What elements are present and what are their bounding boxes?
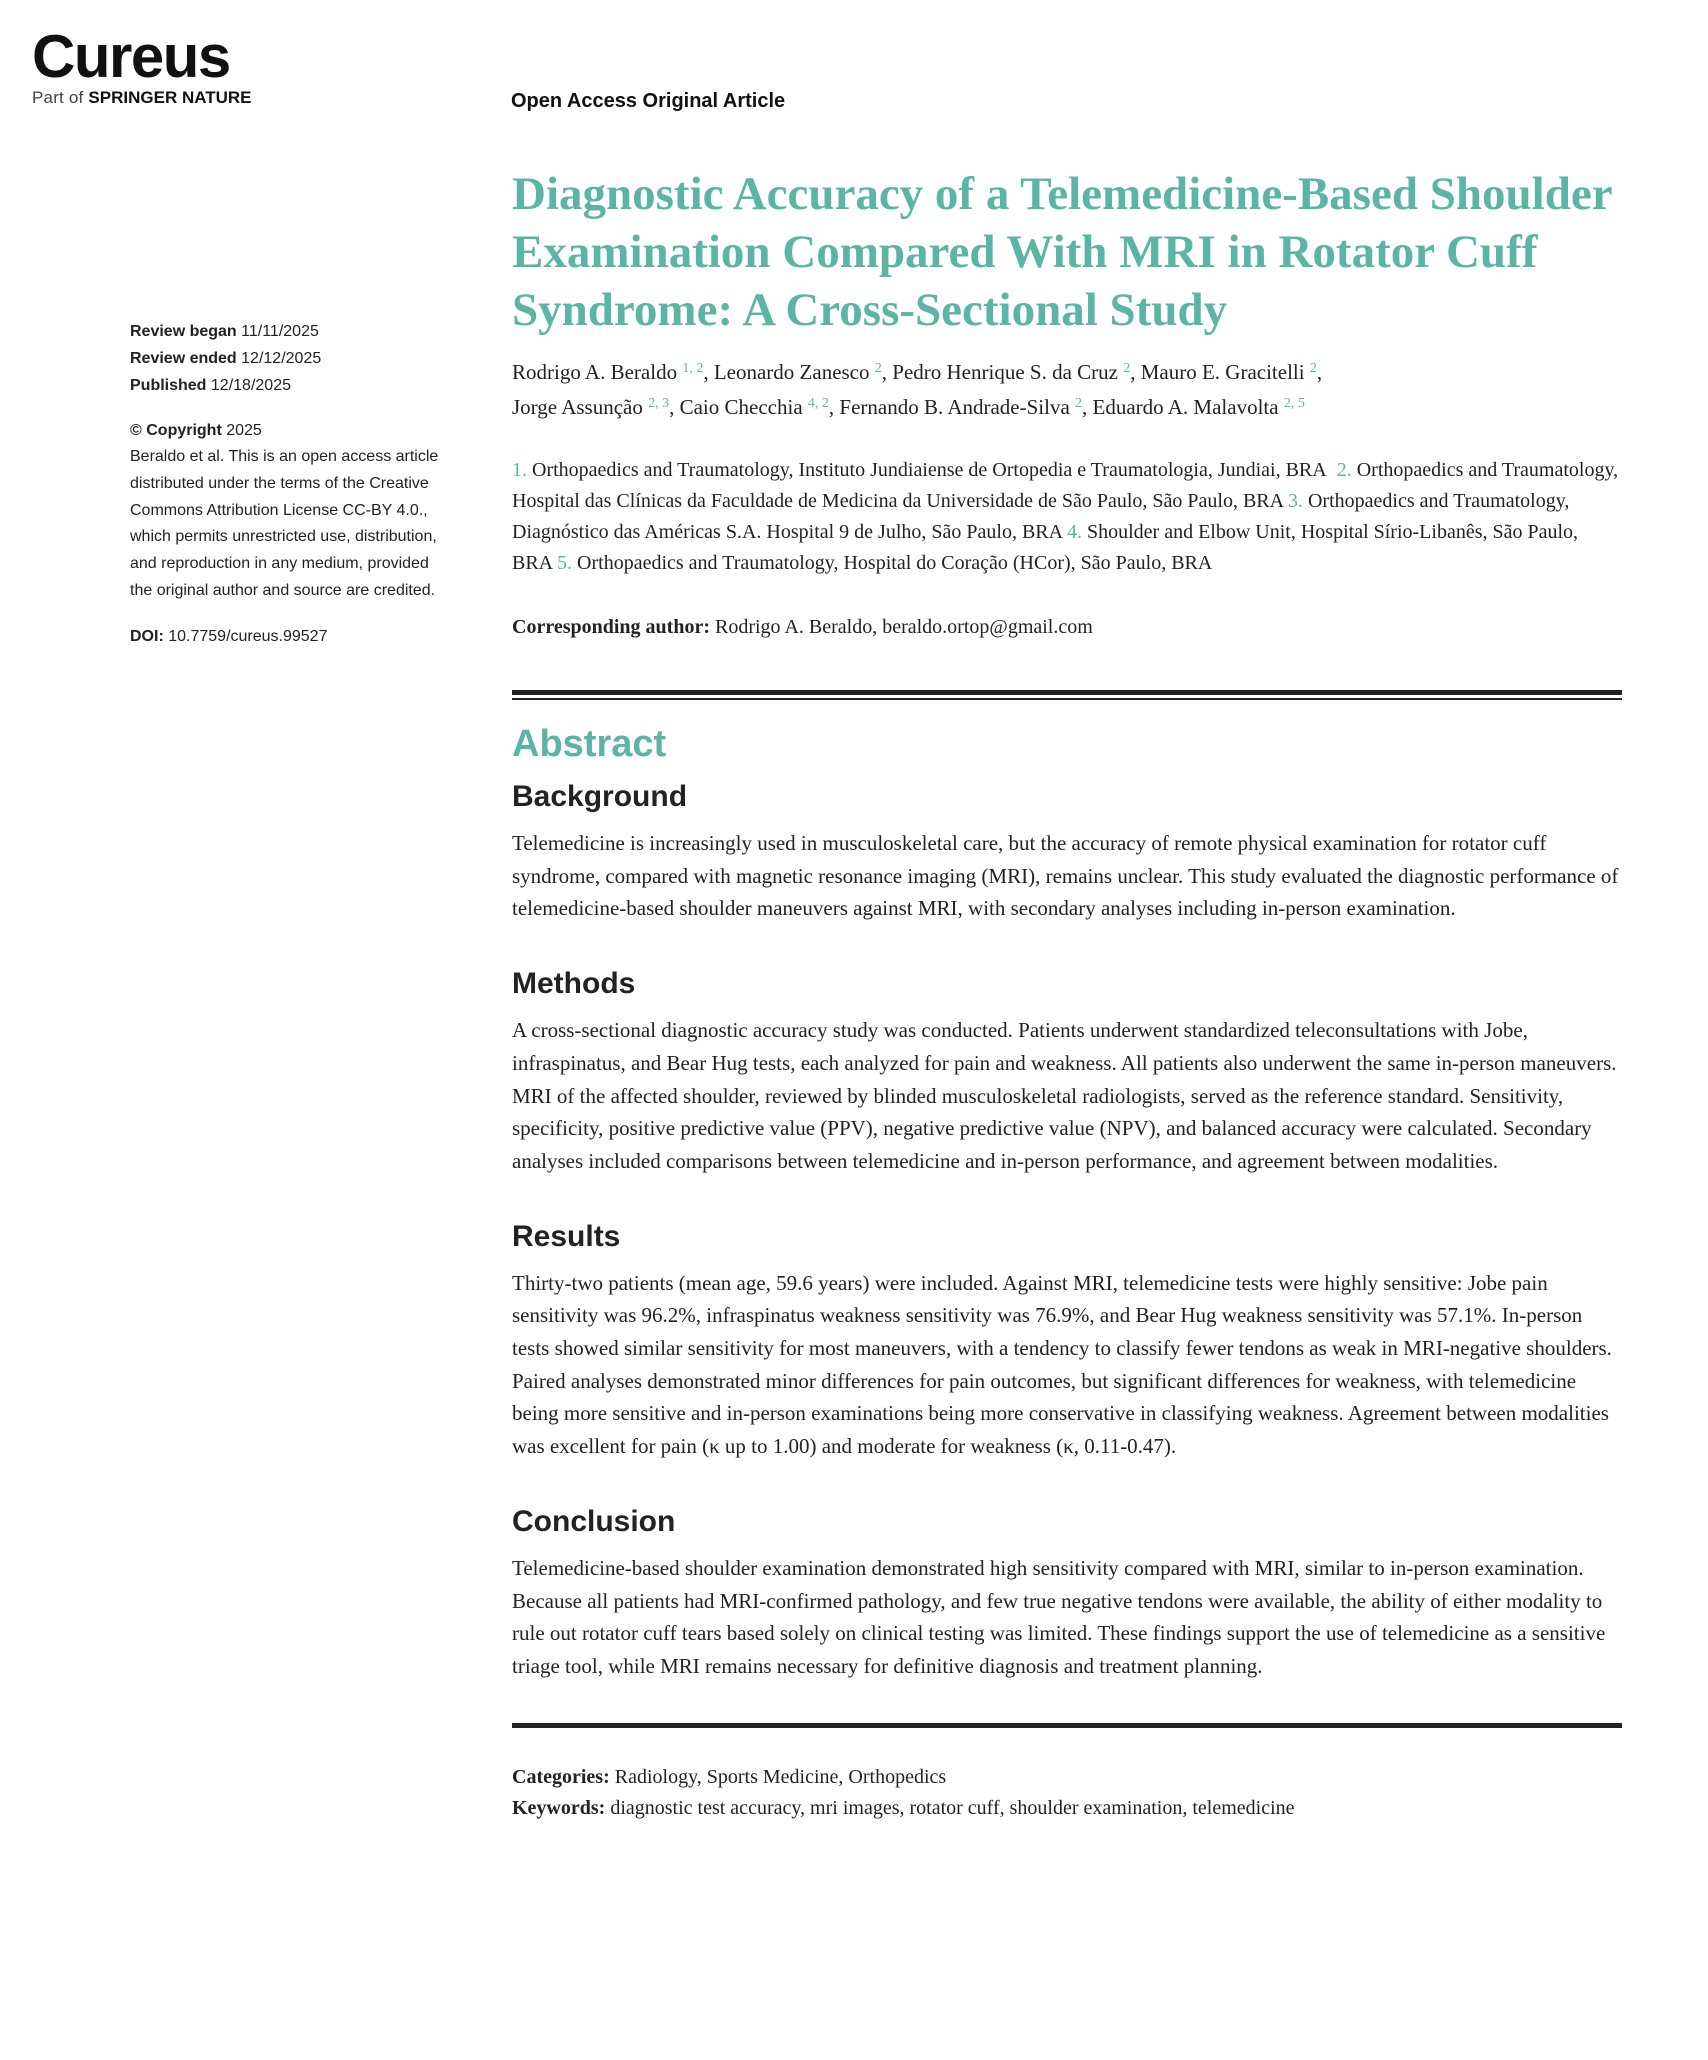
- article-meta: [512, 1762, 1622, 1824]
- author-affiliation[interactable]: 2: [1123, 361, 1131, 376]
- author-name[interactable]: Mauro E. Gracitelli: [1140, 360, 1305, 384]
- keywords-list[interactable]: diagnostic test accuracy, mri images, rotator cuff, shoulder examination, telemedicine: [610, 1796, 1295, 1819]
- methods-text: A cross-sectional diagnostic accuracy study was conducted. Patients underwent standardized teleconsultations with Jobe, infraspinatus, and Bear Hug tests, each analyzed for pain and weakness. All patients also underwent the same in-person maneuvers. MRI of the affected shoulder, reviewed by blinded musculoskeletal radiologists, served as the reference standard. Sensitivity, specificity, positive predictive value (PPV), negative predictive value (NPV), and balanced accuracy were calculated. Secondary analyses included comparisons between telemedicine and in-person performance, and agreement between modalities.: [512, 1018, 1617, 1173]
- affiliation-text: Shoulder and Elbow Unit, Hospital Sírio-Libanês, São Paulo, BRA: [512, 521, 1579, 574]
- article-main: [512, 165, 1622, 1824]
- author-affiliation[interactable]: 2: [1075, 396, 1083, 411]
- meta-divider: [512, 1723, 1622, 1728]
- review-ended-label: Review ended: [130, 350, 237, 367]
- corresponding-author-text[interactable]: Rodrigo A. Beraldo, beraldo.ortop@gmail.com: [715, 616, 1093, 638]
- categories-list[interactable]: Radiology, Sports Medicine, Orthopedics: [614, 1765, 947, 1788]
- review-began: [130, 318, 475, 345]
- author-name[interactable]: Eduardo A. Malavolta: [1092, 395, 1279, 419]
- author-affiliation[interactable]: 2, 5: [1283, 396, 1305, 411]
- categories: [512, 1762, 1622, 1793]
- license-line: which permits unrestricted use, distribution,: [130, 528, 437, 546]
- affiliation-number: 2.: [1336, 459, 1352, 481]
- license-line: distributed under the terms of the Creative: [130, 474, 429, 492]
- affiliation-number: 5.: [557, 552, 573, 574]
- abstract-title: Abstract: [512, 723, 667, 765]
- published-date: 12/18/2025: [210, 377, 291, 394]
- conclusion-text: Telemedicine-based shoulder examination demonstrated high sensitivity compared with MRI, similar to in-person examination. Because all patients had MRI-confirmed pathology, and few true negative tendons were available, the ability of either modality to rule out rotator cuff tears based solely on clinical testing was limited. These findings support the use of telemedicine as a sensitive triage tool, while MRI remains necessary for definitive diagnosis and treatment planning.: [512, 1555, 1606, 1678]
- affiliation-text: Orthopaedics and Traumatology, Hospital das Clínicas da Faculdade de Medicina da Universidade de São Paulo, São Paulo, BRA: [512, 459, 1619, 512]
- affiliation-list: [512, 455, 1622, 579]
- cureus-logo[interactable]: [32, 23, 252, 108]
- doi-label: DOI:: [130, 627, 164, 645]
- doi: [130, 623, 475, 650]
- conclusion-heading: Conclusion: [512, 1504, 676, 1538]
- doi-link[interactable]: 10.7759/cureus.99527: [168, 627, 328, 645]
- results-heading: Results: [512, 1219, 621, 1253]
- license-text: [130, 444, 475, 605]
- background-heading: Background: [512, 780, 688, 813]
- author-affiliation[interactable]: 4, 2: [807, 396, 829, 411]
- author-affiliation[interactable]: 2, 3: [648, 396, 670, 411]
- license-line: Beraldo et al. This is an open access article: [130, 448, 439, 465]
- article-type: Open Access Original Article: [511, 90, 786, 112]
- background-text: Telemedicine is increasingly used in musculoskeletal care, but the accuracy of remote physical examination for rotator cuff syndrome, compared with magnetic resonance imaging (MRI), remains unclear. This study evaluated the diagnostic performance of telemedicine-based shoulder maneuvers against MRI, with secondary analyses including in-person examination.: [512, 831, 1619, 921]
- published-label: Published: [130, 377, 207, 394]
- corresponding-author-label: Corresponding author:: [512, 616, 710, 638]
- copyright-label: © Copyright: [130, 422, 222, 439]
- corresponding-author: [512, 616, 1622, 639]
- author-name[interactable]: Fernando B. Andrade-Silva: [839, 395, 1070, 419]
- review-began-label: Review began: [130, 323, 237, 340]
- abstract-methods: [512, 963, 1622, 1178]
- article-sidebar: [130, 318, 475, 650]
- results-text: Thirty-two patients (mean age, 59.6 years) were included. Against MRI, telemedicine tests were highly sensitive: Jobe pain sensitivity was 96.2%, infraspinatus weakness sensitivity was 76.9%, and Bear Hug weakness sensitivity was 57.1%. In-person tests showed similar sensitivity for most maneuvers, with a tendency to classify fewer tendons as weak in MRI-negative shoulders. Paired analyses demonstrated minor differences for pain outcomes, but significant differences for weakness, with telemedicine being more sensitive and in-person examinations being more conservative in classifying weakness. Agreement between modalities was excellent for pain (κ up to 1.00) and moderate for weakness (κ, 0.11-0.47).: [512, 1270, 1612, 1459]
- published: [130, 372, 475, 399]
- author-list: Rodrigo A. Beraldo $^{1, 2}$, Leonardo Zanesco $^2$, Pedro Henrique S. da Cruz $^2$, Mauro E. Gracitelli $^2$, Jorge Assunção $^{2, 3}$, Caio Checchia $^{4, 2}$, Fernando B. Andrade-Silva $^2$, Eduardo A. Malavolta $^{2, 5}$: [512, 360, 1323, 419]
- affiliation-number: 4.: [1066, 521, 1082, 543]
- author-name[interactable]: Pedro Henrique S. da Cruz: [892, 360, 1118, 384]
- author-affiliation[interactable]: 2: [1309, 361, 1317, 376]
- author-name[interactable]: Caio Checchia: [679, 395, 803, 419]
- affiliation-text: Orthopaedics and Traumatology, Instituto Jundiaiense de Ortopedia e Traumatologia, Jundiai, BRA: [532, 459, 1327, 481]
- affiliation-text: Orthopaedics and Traumatology, Diagnóstico das Américas S.A. Hospital 9 de Julho, São Paulo, BRA: [512, 490, 1570, 543]
- author-affiliation[interactable]: 2: [874, 361, 882, 376]
- review-ended-date: 12/12/2025: [241, 350, 322, 367]
- abstract-divider: [512, 690, 1622, 700]
- author-affiliation[interactable]: 1, 2: [682, 361, 704, 376]
- keywords-label: Keywords:: [512, 1796, 606, 1819]
- methods-heading: Methods: [512, 967, 636, 1001]
- logo-part-of: Part of: [32, 88, 84, 107]
- abstract-background: [512, 776, 1622, 925]
- copyright: [130, 417, 475, 444]
- logo-wordmark: Cureus: [32, 23, 230, 90]
- categories-label: Categories:: [512, 1765, 610, 1788]
- abstract-results: [512, 1216, 1622, 1463]
- abstract-conclusion: [512, 1501, 1622, 1683]
- review-ended: [130, 345, 475, 372]
- license-line: Commons Attribution License CC-BY 4.0.,: [130, 501, 428, 519]
- author-name[interactable]: Jorge Assunção: [512, 395, 643, 419]
- author-name[interactable]: Rodrigo A. Beraldo: [512, 360, 678, 384]
- affiliation-number: 3.: [1287, 490, 1303, 512]
- logo-publisher-line: [32, 88, 252, 108]
- author-name[interactable]: Leonardo Zanesco: [713, 360, 870, 384]
- logo-publisher: SPRINGER NATURE: [88, 88, 252, 107]
- affiliation-text: Orthopaedics and Traumatology, Hospital do Coração (HCor), São Paulo, BRA: [577, 552, 1213, 574]
- license-line: the original author and source are credited.: [130, 581, 436, 599]
- license-line: and reproduction in any medium, provided: [130, 555, 429, 573]
- article-title: Diagnostic Accuracy of a Telemedicine-Based Shoulder Examination Compared With MRI in Rotator Cuff Syndrome: A Cross-Sectional Study: [512, 168, 1612, 336]
- copyright-year: 2025: [226, 422, 262, 439]
- affiliation-number: 1.: [512, 459, 527, 481]
- keywords: [512, 1793, 1622, 1824]
- review-began-date: 11/11/2025: [241, 323, 319, 340]
